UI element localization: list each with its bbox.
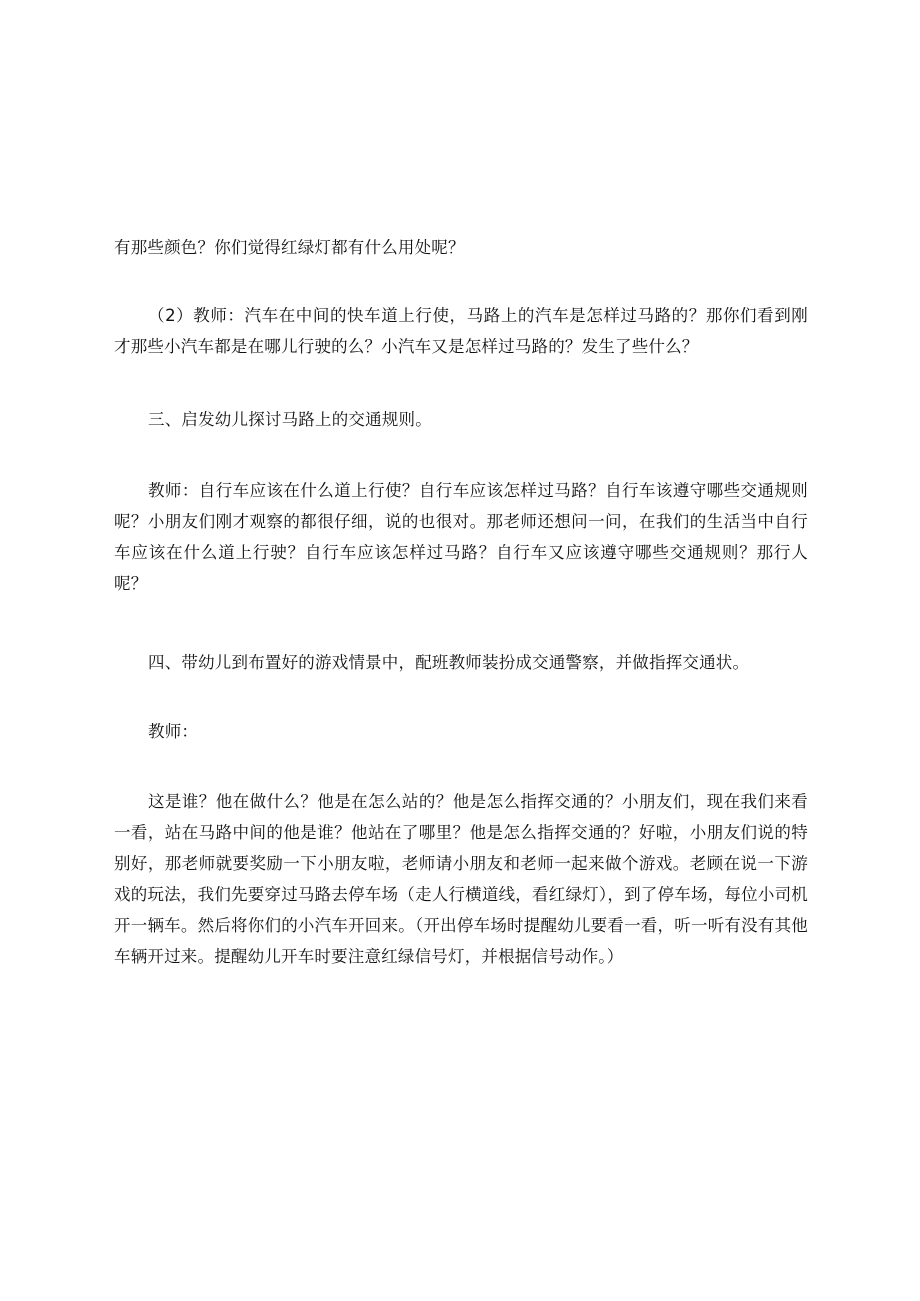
paragraph-teacher-bicycle-rules: 教师：自行车应该在什么道上行使？自行车应该怎样过马路？自行车该遵守哪些交通规则呢？小朋友们刚才观察的都很仔细，说的也很对。那老师还想问一问，在我们的生活当中自行车应该在什么道上行驶？自行车应该怎样过马路？自行车又应该遵守哪些交通规则？那行人呢？: [114, 481, 808, 593]
section-heading-four: 四、带幼儿到布置好的游戏情景中，配班教师装扮成交通警察，并做指挥交通状。: [148, 653, 750, 672]
paragraph-teacher-label: 教师：: [148, 722, 199, 741]
paragraph-traffic-light-colors: 有那些颜色？你们觉得红绿灯都有什么用处呢？: [114, 238, 465, 257]
paragraph-game-instructions: 这是谁？他在做什么？他是在怎么站的？他是怎么指挥交通的？小朋友们，现在我们来看一看，站在马路中间的他是谁？他站在了哪里？他是怎么指挥交通的？好啦，小朋友们说的特别好，那老师就要奖励一下小朋友啦，老师请小朋友和老师一起来做个游戏。老顾在说一下游戏的玩法，我们先要穿过马路去停车场（走人行横道线，看红绿灯），到了停车场，每位小司机开一辆车。然后将你们的小汽车开回来。（开出停车场时提醒幼儿要看一看，听一听有没有其他车辆开过来。提醒幼儿开车时要注意红绿信号灯，并根据信号动作。）: [114, 792, 808, 966]
section-heading-three: 三、启发幼儿探讨马路上的交通规则。: [148, 410, 432, 429]
paragraph-teacher-question-cars: （2）教师：汽车在中间的快车道上行使，马路上的汽车是怎样过马路的？那你们看到刚才那些小汽车都是在哪儿行驶的么？小汽车又是怎样过马路的？发生了些什么？: [114, 306, 808, 356]
